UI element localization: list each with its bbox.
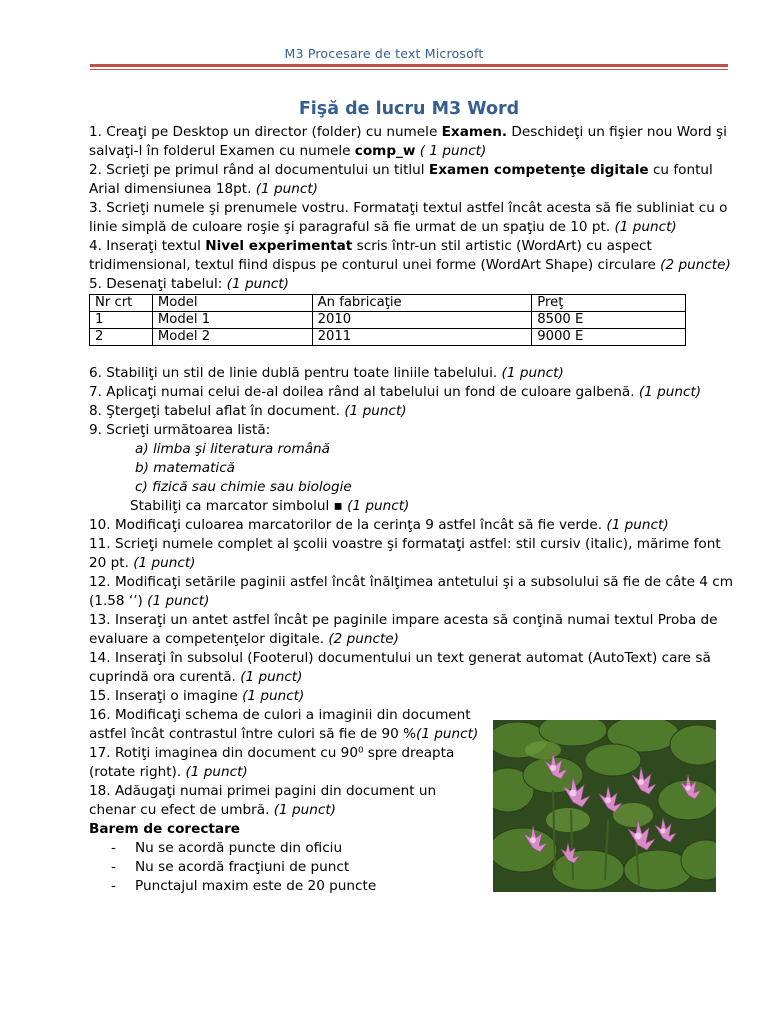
list-item-b: b) matematică <box>135 460 236 476</box>
water-lily-image <box>493 720 716 892</box>
table-cell: 9000 E <box>532 329 686 346</box>
task-2: 2. Scrieţi pe primul rând al documentului un titlul Examen competenţe digitale cu fontul Arial dimensiunea 18pt. (1 punct) <box>89 162 713 197</box>
task-15: 15. Inseraţi o imagine (1 punct) <box>89 688 305 704</box>
page-header: M3 Procesare de text Microsoft <box>284 46 484 61</box>
table-cell: 2 <box>90 329 153 346</box>
document-title: Fişă de lucru M3 Word <box>298 99 520 119</box>
table-row <box>90 329 686 346</box>
task-14: 14. Inseraţi în subsolul (Footerul) documentului un text generat automat (AutoText) care să cuprindă ora curentă. (1 punct) <box>89 650 711 685</box>
table-header-cell: An fabricaţie <box>312 295 532 312</box>
task-10: 10. Modificaţi culoarea marcatorilor de la cerinţa 9 astfel încât să fie verde. (1 punct) <box>89 517 669 533</box>
table-header-row <box>90 295 686 312</box>
table-cell: 8500 E <box>532 312 686 329</box>
table-cell: 1 <box>90 312 153 329</box>
task-13: 13. Inseraţi un antet astfel încât pe paginile impare acesta să conţină numai textul Proba de evaluare a competenţelor digitale. (2 puncte) <box>89 612 718 647</box>
barem-item: - Punctajul maxim este de 20 puncte <box>111 878 377 894</box>
list-item-c: c) fizică sau chimie sau biologie <box>135 479 352 495</box>
table-header-cell: Preţ <box>532 295 686 312</box>
barem-title: Barem de corectare <box>89 821 241 837</box>
task-3: 3. Scrieţi numele şi prenumele vostru. Formataţi textul astfel încât acesta să fie subliniat cu o linie simplă de culoare roşie şi paragraful să fie urmat de un spaţiu de 10 pt. (1 punct) <box>89 200 728 235</box>
task-5: 5. Desenaţi tabelul: (1 punct) <box>89 276 289 292</box>
task-6: 6. Stabiliţi un stil de linie dublă pentru toate liniile tabelului. (1 punct) <box>89 365 564 381</box>
table-header-cell: Nr crt <box>90 295 153 312</box>
task-1: 1. Creaţi pe Desktop un director (folder) cu numele Examen. Deschideţi un fişier nou Word şi salvaţi-l în folderul Examen cu numele comp_w ( 1 punct) <box>89 124 727 159</box>
table-cell: Model 2 <box>152 329 312 346</box>
table-cell: Model 1 <box>152 312 312 329</box>
table-cell: 2011 <box>312 329 532 346</box>
task-11: 11. Scrieţi numele complet al şcolii voastre şi formataţi astfel: stil cursiv (italic), mărime font 20 pt. (1 punct) <box>89 536 721 571</box>
task-12: 12. Modificaţi setările paginii astfel încât înălţimea antetului şi a subsolului să fie de câte 4 cm (1.58 ‘’) (1 punct) <box>89 574 733 609</box>
barem-item: - Nu se acordă fracţiuni de punct <box>111 859 350 875</box>
task-17: 17. Rotiţi imaginea din document cu 90⁰ spre dreapta (rotate right). (1 punct) <box>89 745 455 780</box>
task-16: 16. Modificaţi schema de culori a imaginii din document astfel încât contrastul între culori să fie de 90 %(1 punct) <box>89 707 479 742</box>
model-table <box>89 294 686 346</box>
task-9-note: Stabiliţi ca marcator simbolul ▪ (1 punct) <box>130 498 410 514</box>
task-9: 9. Scrieţi următoarea listă: <box>89 422 271 438</box>
header-rule-thin <box>90 69 728 70</box>
header-rule <box>90 64 728 67</box>
list-item-a: a) limba şi literatura română <box>135 441 330 457</box>
task-8: 8. Ştergeţi tabelul aflat în document. (1 punct) <box>89 403 407 419</box>
task-18: 18. Adăugaţi numai primei pagini din document un chenar cu efect de umbră. (1 punct) <box>89 783 437 818</box>
barem-item: - Nu se acordă puncte din oficiu <box>111 840 343 856</box>
table-cell: 2010 <box>312 312 532 329</box>
table-header-cell: Model <box>152 295 312 312</box>
task-7: 7. Aplicaţi numai celui de-al doilea rând al tabelului un fond de culoare galbenă. (1 punct) <box>89 384 702 400</box>
table-row <box>90 312 686 329</box>
task-4: 4. Inseraţi textul Nivel experimentat scris într-un stil artistic (WordArt) cu aspect tridimensional, textul fiind dispus pe conturul unei forme (WordArt Shape) circulare (2 puncte) <box>89 238 731 273</box>
